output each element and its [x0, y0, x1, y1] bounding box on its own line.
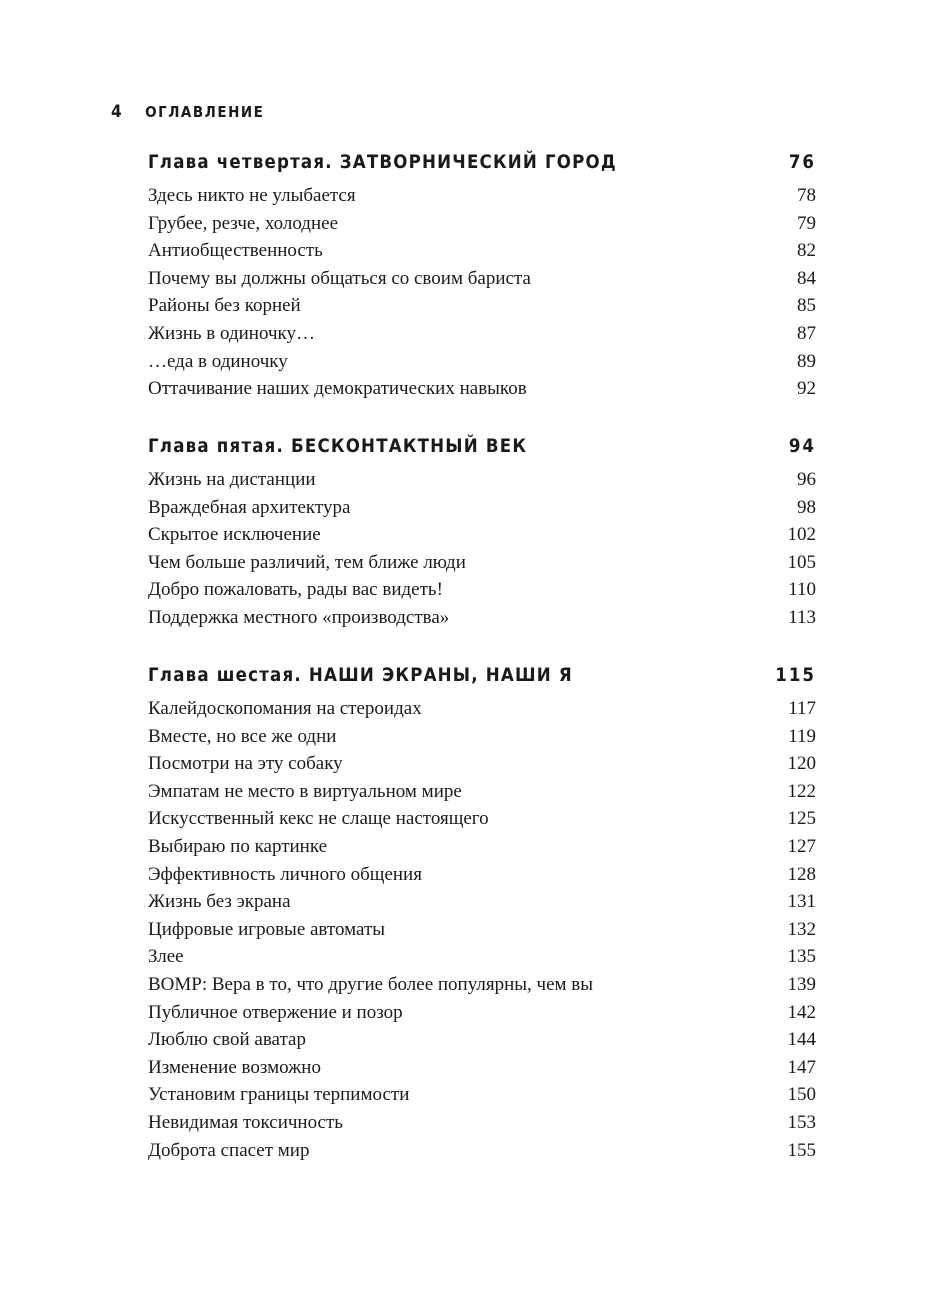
entry-title: …еда в одиночку: [148, 350, 288, 372]
entry-title: Вместе, но все же одни: [148, 725, 337, 747]
entry-title: Жизнь в одиночку…: [148, 322, 315, 344]
entry-page: 87: [797, 322, 816, 344]
entry-page: 110: [788, 579, 816, 601]
entry-page: 142: [787, 1001, 816, 1023]
toc-entry[interactable]: [148, 778, 816, 806]
entry-page: 105: [787, 551, 816, 573]
entry-title: Оттачивание наших демократических навыков: [148, 378, 527, 400]
entry-page: 147: [787, 1056, 816, 1078]
running-head: [111, 102, 264, 122]
entry-page: 125: [787, 808, 816, 830]
toc-entry[interactable]: [148, 1109, 816, 1137]
toc-entry[interactable]: [148, 320, 816, 348]
chapter-title: Глава четвертая. ЗАТВОРНИЧЕСКИЙ ГОРОД: [148, 152, 617, 173]
toc-entry[interactable]: [148, 1081, 816, 1109]
entry-title: BOMP: Вера в то, что другие более популярны, чем вы: [148, 973, 594, 995]
entry-page: 132: [787, 918, 816, 940]
chapter-5-section: [148, 432, 816, 632]
toc-entry[interactable]: [148, 971, 816, 999]
entry-page: 96: [797, 469, 816, 490]
toc-entry[interactable]: [148, 494, 816, 522]
toc-entry[interactable]: [148, 292, 816, 320]
toc-entry[interactable]: [148, 833, 816, 861]
toc-entry[interactable]: [148, 1054, 816, 1082]
entry-list: [148, 466, 816, 632]
toc-entry[interactable]: [148, 916, 816, 944]
entry-page: 113: [788, 606, 816, 628]
toc-entry[interactable]: [148, 723, 816, 751]
chapter-heading[interactable]: [148, 432, 816, 462]
entry-page: 135: [787, 946, 816, 968]
entry-title: Почему вы должны общаться со своим бариста: [148, 267, 531, 289]
entry-page: 144: [787, 1029, 816, 1051]
toc-entry[interactable]: [148, 888, 816, 916]
toc-entry[interactable]: [148, 182, 816, 210]
chapter-page: 94: [788, 436, 816, 457]
entry-page: 102: [787, 524, 816, 546]
toc-entry[interactable]: [148, 521, 816, 549]
entry-title: Враждебная архитектура: [148, 496, 351, 518]
toc-entry[interactable]: [148, 375, 816, 403]
toc-entry[interactable]: [148, 943, 816, 971]
entry-title: Поддержка местного «производства»: [148, 606, 450, 628]
entry-title: Публичное отвержение и позор: [148, 1001, 403, 1023]
toc-entry[interactable]: [148, 348, 816, 376]
entry-title: Цифровые игровые автоматы: [148, 918, 386, 940]
entry-page: 92: [797, 378, 816, 400]
entry-page: 122: [787, 780, 816, 802]
entry-title: Здесь никто не улыбается: [148, 185, 356, 206]
entry-title: Злее: [148, 946, 184, 968]
entry-title: Искусственный кекс не слаще настоящего: [148, 808, 489, 830]
toc-entry[interactable]: [148, 265, 816, 293]
entry-page: 117: [788, 698, 816, 719]
toc-entry[interactable]: [148, 576, 816, 604]
entry-list: [148, 695, 816, 1164]
chapter-6-section: [148, 661, 816, 1164]
chapter-title: Глава шестая. НАШИ ЭКРАНЫ, НАШИ Я: [148, 665, 573, 686]
entry-title: Эффективность личного общения: [148, 863, 422, 885]
entry-title: Калейдоскопомания на стероидах: [148, 698, 422, 719]
entry-page: 82: [797, 240, 816, 262]
entry-page: 98: [797, 496, 816, 518]
entry-page: 84: [797, 267, 816, 289]
entry-title: Грубее, резче, холоднее: [148, 212, 339, 234]
toc-entry[interactable]: [148, 210, 816, 238]
entry-title: Доброта спасет мир: [148, 1139, 310, 1161]
toc-entry[interactable]: [148, 695, 816, 723]
entry-title: Чем больше различий, тем ближе люди: [148, 551, 466, 573]
entry-title: Районы без корней: [148, 295, 301, 317]
chapter-title: Глава пятая. БЕСКОНТАКТНЫЙ ВЕК: [148, 436, 528, 457]
toc-entry[interactable]: [148, 999, 816, 1027]
entry-title: Жизнь на дистанции: [148, 469, 316, 490]
entry-page: 85: [797, 295, 816, 317]
entry-page: 120: [787, 753, 816, 775]
page-number: 4: [111, 102, 124, 122]
toc-entry[interactable]: [148, 604, 816, 632]
chapter-4-section: [148, 148, 816, 403]
entry-title: Посмотри на эту собаку: [148, 753, 343, 775]
entry-title: Установим границы терпимости: [148, 1084, 410, 1106]
entry-page: 128: [787, 863, 816, 885]
entry-title: Изменение возможно: [148, 1056, 321, 1078]
entry-page: 155: [787, 1139, 816, 1161]
chapter-page: 76: [788, 152, 816, 173]
entry-title: Жизнь без экрана: [148, 891, 291, 913]
toc-entry[interactable]: [148, 237, 816, 265]
chapter-heading[interactable]: [148, 661, 816, 691]
entry-page: 153: [787, 1111, 816, 1133]
entry-page: 139: [787, 973, 816, 995]
entry-title: Невидимая токсичность: [148, 1111, 343, 1133]
toc-entry[interactable]: [148, 466, 816, 494]
entry-title: Люблю свой аватар: [148, 1029, 306, 1051]
entry-page: 78: [797, 185, 816, 206]
toc-entry[interactable]: [148, 750, 816, 778]
entry-title: Антиобщественность: [148, 240, 323, 262]
toc-entry[interactable]: [148, 1137, 816, 1165]
entry-page: 131: [787, 891, 816, 913]
entry-title: Добро пожаловать, рады вас видеть!: [148, 579, 443, 601]
entry-title: Скрытое исключение: [148, 524, 321, 546]
page-title: ОГЛАВЛЕНИЕ: [145, 103, 265, 121]
entry-list: [148, 182, 816, 403]
entry-page: 79: [797, 212, 816, 234]
entry-page: 127: [787, 835, 816, 857]
toc-entry[interactable]: [148, 861, 816, 889]
toc-entry[interactable]: [148, 1026, 816, 1054]
entry-title: Выбираю по картинке: [148, 835, 328, 857]
entry-title: Эмпатам не место в виртуальном мире: [148, 780, 462, 802]
entry-page: 89: [797, 350, 816, 372]
chapter-page: 115: [775, 665, 816, 686]
toc-entry[interactable]: [148, 549, 816, 577]
chapter-heading[interactable]: [148, 148, 816, 178]
toc-entry[interactable]: [148, 805, 816, 833]
entry-page: 119: [788, 725, 816, 747]
entry-page: 150: [787, 1084, 816, 1106]
